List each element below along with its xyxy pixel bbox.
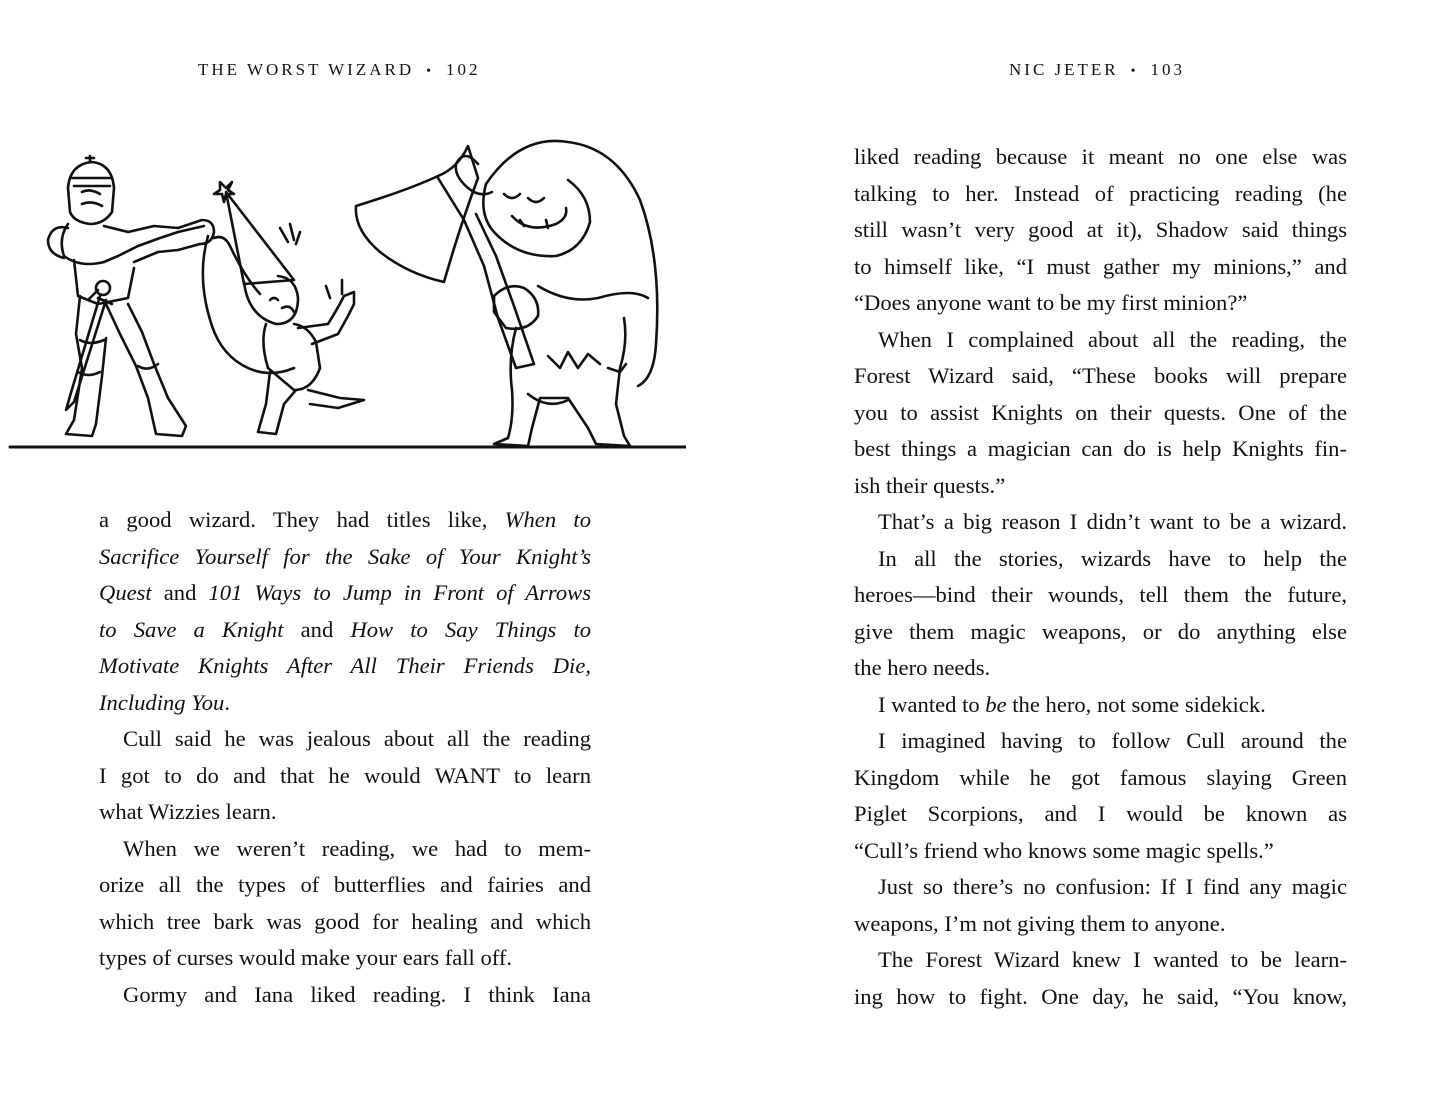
text-line: I wanted to be the hero, not some sidekick. <box>878 691 1266 717</box>
text-line: That’s a big reason I didn’t want to be a wizard. <box>878 509 1347 534</box>
text-line: to himself like, “I must gather my minions,” and <box>854 253 1347 279</box>
page-number: 103 <box>1150 60 1186 79</box>
text-line: weapons, I’m not giving them to anyone. <box>854 910 1226 936</box>
text-line: I got to do and that he would WANT to learn <box>99 762 591 788</box>
text-line: ish their quests.” <box>854 472 1006 498</box>
body-text-right <box>854 139 1347 1015</box>
book-title: THE WORST WIZARD <box>198 60 415 79</box>
troll-figure <box>356 141 657 446</box>
author-name: NIC JETER <box>1009 60 1119 79</box>
text-line: Cull said he was jealous about all the reading <box>123 726 591 751</box>
text-line: Motivate Knights After All Their Friends Die, <box>99 653 591 678</box>
wizard-figure <box>203 182 364 434</box>
text-line: what Wizzies learn. <box>99 799 277 824</box>
left-page <box>0 0 722 1117</box>
text-line: types of curses would make your ears fall off. <box>99 945 513 970</box>
page-number: 102 <box>446 60 481 79</box>
separator-dot: • <box>426 64 435 79</box>
text-line: Gormy and Iana liked reading. I think Iana <box>123 981 591 1007</box>
text-line: liked reading because it meant no one else was <box>854 144 1347 169</box>
knight-figure <box>48 156 214 436</box>
text-line: heroes—bind their wounds, tell them the future, <box>854 582 1347 607</box>
text-line: the hero needs. <box>854 655 991 680</box>
text-line: to Save a Knight and How to Say Things to <box>99 616 592 642</box>
text-line: In all the stories, wizards have to help the <box>878 545 1347 571</box>
right-page <box>723 0 1445 1117</box>
text-line: Kingdom while he got famous slaying Green <box>854 764 1347 790</box>
knight-wizard-troll-illustration <box>8 128 686 458</box>
text-line: I imagined having to follow Cull around the <box>878 728 1347 753</box>
separator-dot: • <box>1130 64 1139 79</box>
text-line: Piglet Scorpions, and I would be known as <box>854 801 1347 826</box>
text-line: still wasn’t very good at it), Shadow said things <box>854 217 1347 242</box>
text-line: which tree bark was good for healing and which <box>99 908 591 934</box>
text-line: Quest and 101 Ways to Jump in Front of Arrows <box>99 580 591 605</box>
text-line: best things a magician can do is help Knights fin- <box>854 436 1347 461</box>
text-line: Just so there’s no confusion: If I find any magic <box>878 874 1347 899</box>
text-line: ing how to fight. One day, he said, “You know, <box>854 983 1347 1009</box>
text-line: Including You. <box>99 689 230 715</box>
text-line: When I complained about all the reading, the <box>878 326 1347 352</box>
text-line: a good wizard. They had titles like, When to <box>99 507 592 532</box>
text-line: Sacrifice Yourself for the Sake of Your Knight’s <box>99 543 591 569</box>
text-line: orize all the types of butterflies and fairies and <box>99 872 591 897</box>
text-line: you to assist Knights on their quests. One of the <box>854 399 1347 425</box>
text-line: The Forest Wizard knew I wanted to be learn- <box>878 947 1347 972</box>
text-line: When we weren’t reading, we had to mem- <box>123 835 591 861</box>
text-line: talking to her. Instead of practicing reading (he <box>854 180 1347 206</box>
text-line: “Does anyone want to be my first minion?” <box>854 290 1248 315</box>
running-head-left <box>198 60 481 80</box>
text-line: give them magic weapons, or do anything else <box>854 618 1347 644</box>
text-line: “Cull’s friend who knows some magic spells.” <box>854 837 1274 863</box>
running-head-right <box>1009 60 1185 80</box>
body-text-left <box>99 502 591 1013</box>
text-line: Forest Wizard said, “These books will prepare <box>854 363 1347 388</box>
